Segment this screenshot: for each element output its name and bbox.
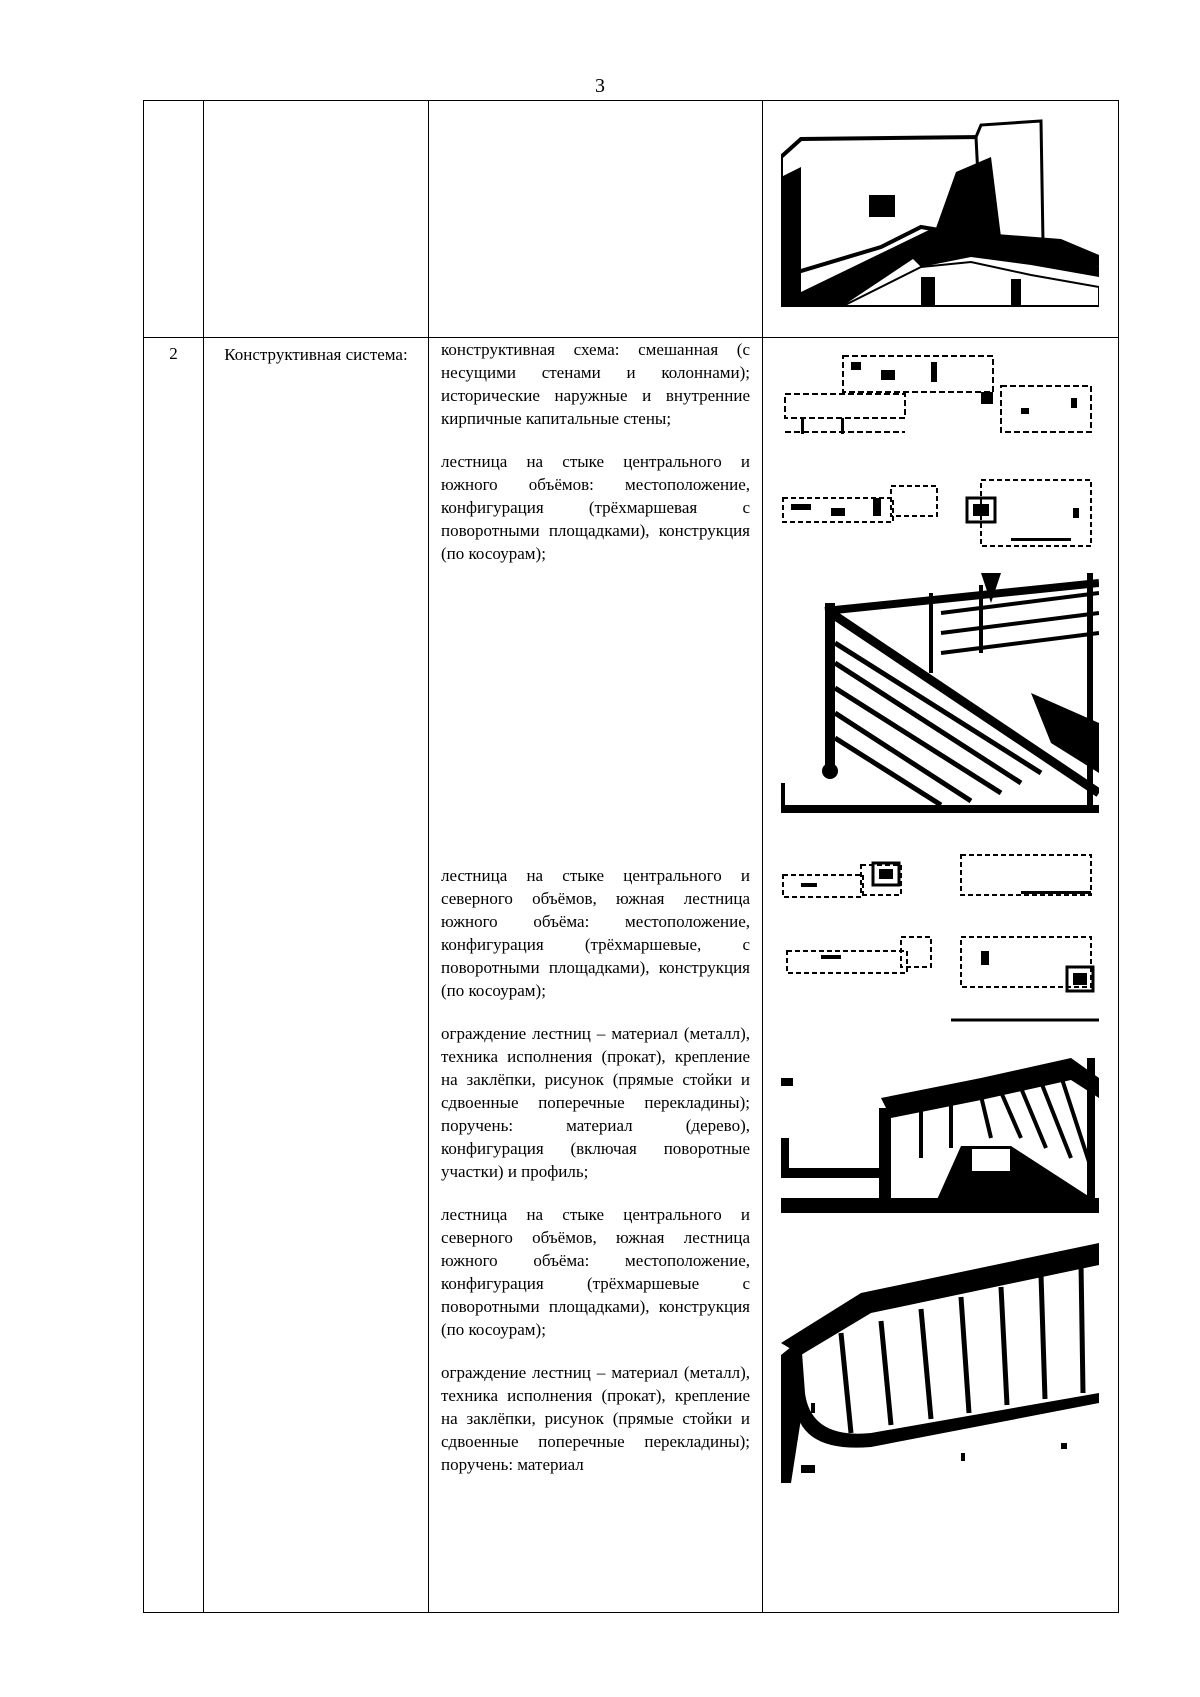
description-paragraph: конструктивная схема: смешанная (с несущими стенами и колоннами); исторические наружные и внутренние кирпичные капитальные стены; [441,340,750,428]
row-name-cell [204,101,429,338]
row-image-cell [763,338,1119,1613]
row-description-cell [429,101,763,338]
description-paragraph: лестница на стыке центрального и северного объёмов, южная лестница южного объёма: местоположение, конфигурация (трёхмаршевые с поворотными площадками), конструкция (по косоурам); [441,1205,750,1339]
floor-plan-image [781,478,1099,553]
row-name-cell: Конструктивная система: [204,338,429,1613]
description-paragraph: лестница на стыке центрального и южного объёмов: местоположение, конфигурация (трёхмаршевая с поворотными площадками), конструкция (по косоурам); [441,452,750,563]
handrail-photo [781,1243,1099,1483]
stairwell-photo [781,1018,1099,1213]
row-number-cell: 2 [144,338,204,1613]
row-image-cell [763,101,1119,338]
table-row [144,338,1119,1613]
floor-plan-image [781,348,1099,438]
stair-railing-photo [781,573,1099,813]
building-corner-photo [781,117,1099,307]
floor-plan-image [781,851,1099,996]
table-row [144,101,1119,338]
description-paragraph: лестница на стыке центрального и северного объёмов, южная лестница южного объёма: местоположение, конфигурация (трёхмаршевые, с поворотными площадками), конструкция (по косоурам); [441,866,750,1000]
row-number-cell [144,101,204,338]
description-paragraph: ограждение лестниц – материал (металл), техника исполнения (прокат), крепление на заклёпки, рисунок (прямые стойки и сдвоенные поперечные перекладины); поручень: материал [441,1363,750,1474]
row-description-cell [429,338,763,1613]
description-paragraph: ограждение лестниц – материал (металл), техника исполнения (прокат), крепление на заклёпки, рисунок (прямые стойки и сдвоенные поперечные перекладины); поручень: материал (дерево), конфигурация (включая поворотные участки) и профиль; [441,1024,750,1181]
document-table [143,100,1119,1613]
page-number: 3 [595,75,605,97]
